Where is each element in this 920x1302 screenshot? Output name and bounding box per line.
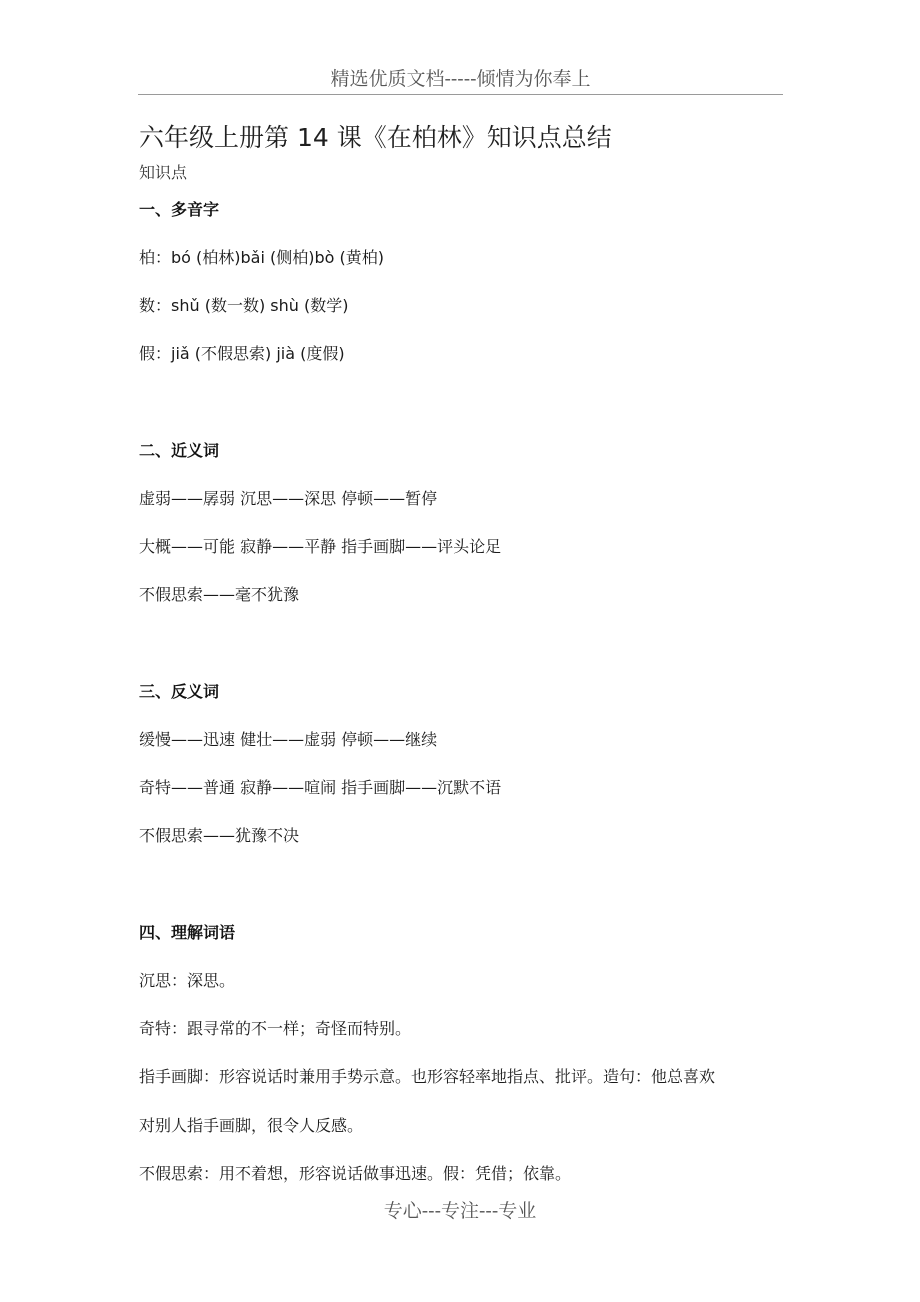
section-line: 奇特：跟寻常的不一样；奇怪而特别。: [139, 1019, 412, 1038]
section-line: 数：shǔ (数一数) shù (数学): [139, 296, 349, 315]
page-footer: 专心---专注---专业: [383, 1200, 537, 1222]
section-line: 缓慢——迅速 健壮——虚弱 停顿——继续: [139, 730, 438, 749]
section-line: 奇特——普通 寂静——喧闹 指手画脚——沉默不语: [139, 778, 502, 797]
section-heading-polyphones: 一、多音字: [139, 200, 220, 219]
section-line: 指手画脚：形容说话时兼用手势示意。也形容轻率地指点、批评。造句：他总喜欢: [139, 1067, 716, 1086]
document-title: 六年级上册第 14 课《在柏林》知识点总结: [139, 123, 612, 152]
section-line: 不假思索——毫不犹豫: [139, 585, 300, 604]
section-line: 大概——可能 寂静——平静 指手画脚——评头论足: [139, 537, 502, 556]
document-subtitle: 知识点: [139, 163, 188, 182]
section-line: 虚弱——孱弱 沉思——深思 停顿——暂停: [139, 489, 438, 508]
section-line: 对别人指手画脚，很令人反感。: [139, 1116, 364, 1135]
section-line: 沉思：深思。: [139, 971, 236, 990]
section-line: 柏：bó (柏林)bǎi (侧柏)bò (黄柏): [139, 248, 385, 267]
section-line: 假：jiǎ (不假思索) jià (度假): [139, 344, 345, 363]
page-header: 精选优质文档-----倾情为你奉上: [138, 64, 783, 95]
section-heading-antonyms: 三、反义词: [139, 682, 220, 701]
section-heading-synonyms: 二、近义词: [139, 441, 220, 460]
section-line: 不假思索：用不着想，形容说话做事迅速。假：凭借；依靠。: [139, 1164, 572, 1183]
section-line: 不假思索——犹豫不决: [139, 826, 300, 845]
section-heading-vocabulary: 四、理解词语: [139, 923, 236, 942]
